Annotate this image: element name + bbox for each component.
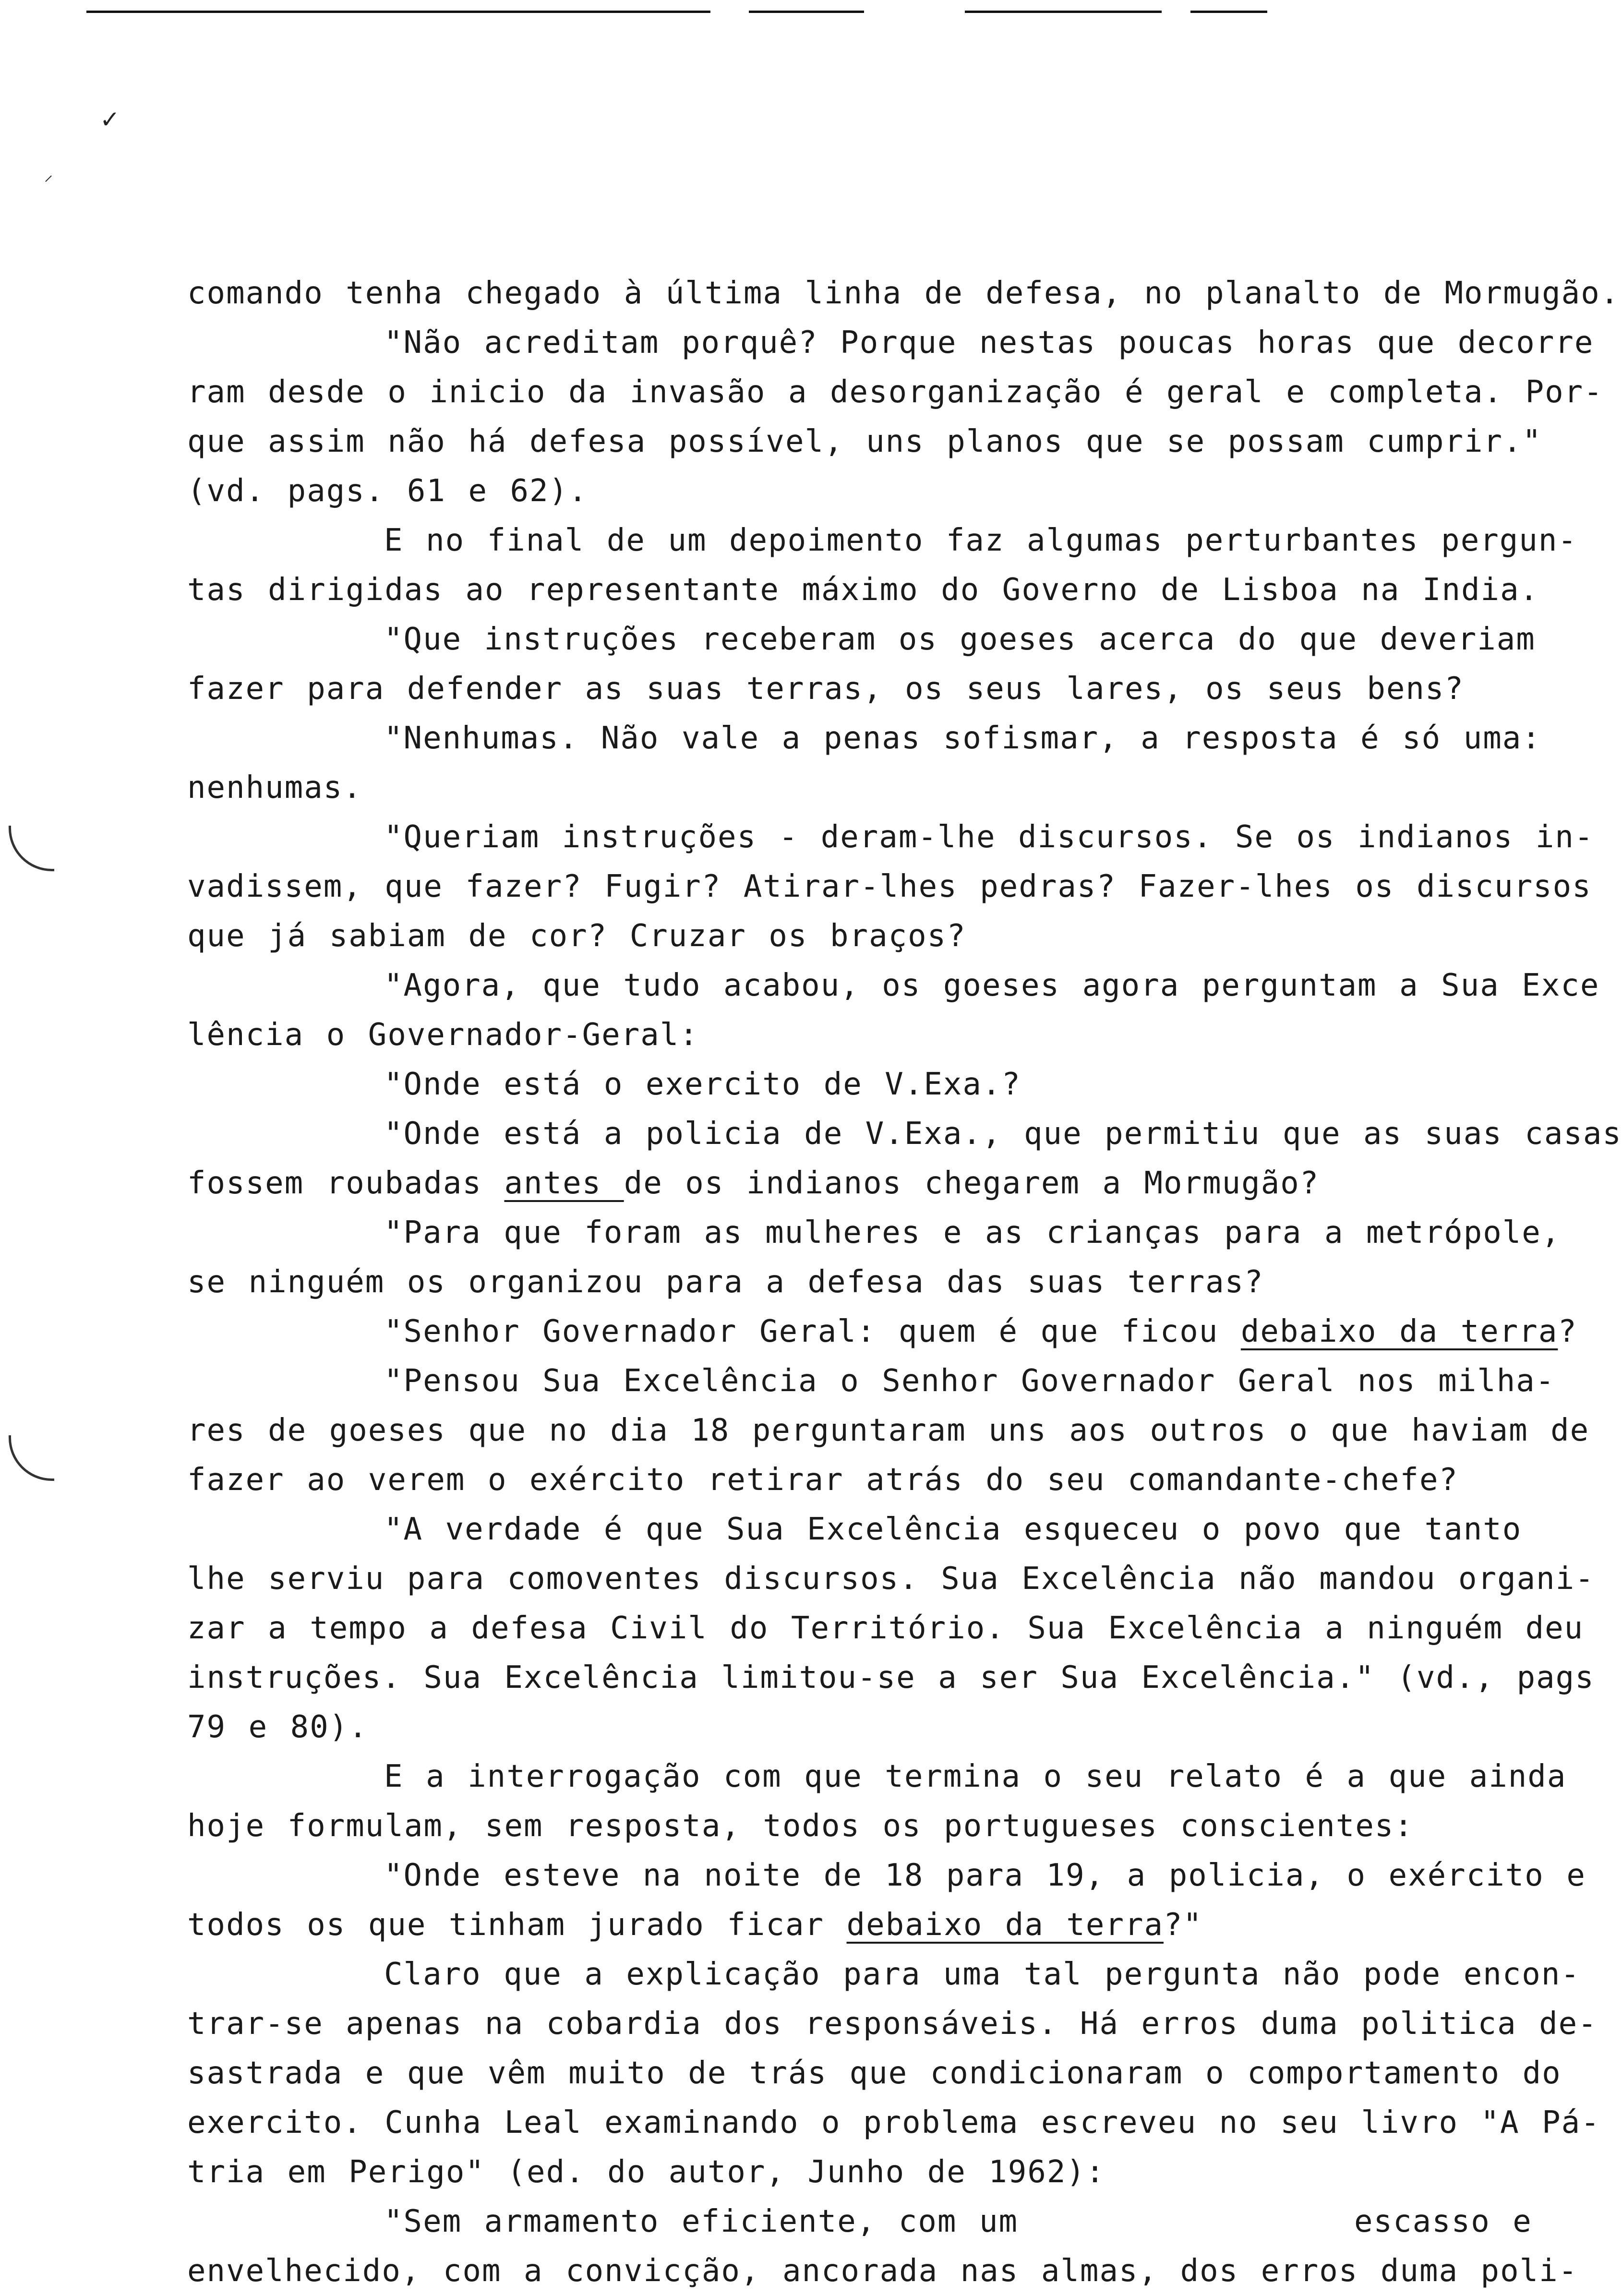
text-segment: "Sem armamento eficiente, com um bbox=[384, 2204, 1018, 2239]
text-line: "Onde está o exercito de V.Exa.? bbox=[384, 1067, 1021, 1102]
text-segment: escasso e bbox=[1354, 2204, 1532, 2239]
text-line: "Não acreditam porquê? Porque nestas poucas horas que decorre bbox=[384, 325, 1594, 361]
text-segment: fossem roubadas bbox=[187, 1166, 505, 1201]
text-line: envelhecido, com a convicção, ancorada nas almas, dos erros duma poli- bbox=[187, 2253, 1578, 2289]
text-line: comando tenha chegado à última linha de defesa, no planalto de Mormugão. bbox=[187, 276, 1620, 311]
text-line: zar a tempo a defesa Civil do Território. Sua Excelência a ninguém deu bbox=[187, 1611, 1584, 1646]
top-rule bbox=[1190, 11, 1267, 13]
underlined-text: debaixo da terra bbox=[1240, 1314, 1558, 1349]
text-line: "Pensou Sua Excelência o Senhor Governador Geral nos milha- bbox=[384, 1363, 1555, 1399]
text-line: "Agora, que tudo acabou, os goeses agora perguntam a Sua Exce bbox=[384, 968, 1600, 1003]
text-line: se ninguém os organizou para a defesa das suas terras? bbox=[187, 1264, 1264, 1300]
text-line bbox=[187, 2197, 1570, 2247]
margin-mark: ⸝ bbox=[44, 165, 53, 185]
margin-bracket bbox=[9, 826, 54, 871]
text-line: Claro que a explicação para uma tal pergunta não pode encon- bbox=[384, 1957, 1580, 1992]
text-line: instruções. Sua Excelência limitou-se a ser Sua Excelência." (vd., pags bbox=[187, 1660, 1595, 1695]
text-line: "Onde esteve na noite de 18 para 19, a policia, o exército e bbox=[384, 1858, 1586, 1893]
underlined-text: antes bbox=[504, 1166, 624, 1201]
text-segment: ?" bbox=[1164, 1907, 1203, 1943]
text-line bbox=[187, 1307, 1577, 1357]
text-segment: "Senhor Governador Geral: quem é que ficou bbox=[384, 1314, 1241, 1349]
text-line: "Onde está a policia de V.Exa., que permitiu que as suas casas bbox=[384, 1116, 1622, 1152]
text-line: que já sabiam de cor? Cruzar os braços? bbox=[187, 918, 966, 954]
text-line: ram desde o inicio da invasão a desorganização é geral e completa. Por- bbox=[187, 374, 1603, 410]
text-line: nenhumas. bbox=[187, 770, 362, 805]
text-line: res de goeses que no dia 18 perguntaram uns aos outros o que haviam de bbox=[187, 1413, 1590, 1448]
text-line: "Que instruções receberam os goeses acerca do que deveriam bbox=[384, 622, 1536, 657]
top-rule bbox=[965, 11, 1162, 13]
text-segment: todos os que tinham jurado ficar bbox=[187, 1907, 847, 1943]
text-line: "Nenhumas. Não vale a penas sofismar, a resposta é só uma: bbox=[384, 721, 1541, 756]
text-line: fazer para defender as suas terras, os seus lares, os seus bens? bbox=[187, 671, 1464, 707]
underlined-text: debaixo da terra bbox=[846, 1907, 1164, 1943]
text-line bbox=[187, 1900, 1570, 1950]
margin-bracket bbox=[9, 1435, 54, 1481]
margin-mark: ✓ bbox=[100, 106, 120, 133]
text-line: "Para que foram as mulheres e as crianças para a metrópole, bbox=[384, 1215, 1561, 1250]
text-segment: ? bbox=[1558, 1314, 1577, 1349]
text-line: E a interrogação com que termina o seu relato é a que ainda bbox=[384, 1759, 1567, 1794]
text-line: "Queriam instruções - deram-lhe discursos. Se os indianos in- bbox=[384, 819, 1594, 855]
top-rule bbox=[749, 11, 864, 13]
text-line: tria em Perigo" (ed. do autor, Junho de 1962): bbox=[187, 2154, 1105, 2190]
text-line: que assim não há defesa possível, uns planos que se possam cumprir." bbox=[187, 424, 1542, 459]
text-line: lência o Governador-Geral: bbox=[187, 1017, 699, 1053]
text-line: exercito. Cunha Leal examinando o problema escreveu no seu livro "A Pá- bbox=[187, 2105, 1600, 2140]
text-line: vadissem, que fazer? Fugir? Atirar-lhes pedras? Fazer-lhes os discursos bbox=[187, 869, 1592, 904]
text-line: hoje formulam, sem resposta, todos os portugueses conscientes: bbox=[187, 1808, 1414, 1844]
text-line: "A verdade é que Sua Excelência esqueceu o povo que tanto bbox=[384, 1512, 1522, 1547]
text-line bbox=[187, 1159, 1570, 1208]
text-segment: de os indianos chegarem a Mormugão? bbox=[624, 1166, 1320, 1201]
document-body bbox=[187, 269, 1622, 2296]
text-line: 79 e 80). bbox=[187, 1709, 368, 1745]
text-line: trar-se apenas na cobardia dos responsáveis. Há erros duma politica de- bbox=[187, 2006, 1598, 2042]
top-rule bbox=[86, 11, 710, 13]
text-line: sastrada e que vêm muito de trás que condicionaram o comportamento do bbox=[187, 2056, 1562, 2091]
text-line: lhe serviu para comoventes discursos. Sua Excelência não mandou organi- bbox=[187, 1561, 1595, 1597]
text-line: E no final de um depoimento faz algumas perturbantes pergun- bbox=[384, 523, 1577, 558]
text-line: tas dirigidas ao representante máximo do Governo de Lisboa na India. bbox=[187, 572, 1539, 608]
text-line: fazer ao verem o exército retirar atrás do seu comandante-chefe? bbox=[187, 1462, 1458, 1498]
text-line: (vd. pags. 61 e 62). bbox=[187, 473, 588, 509]
